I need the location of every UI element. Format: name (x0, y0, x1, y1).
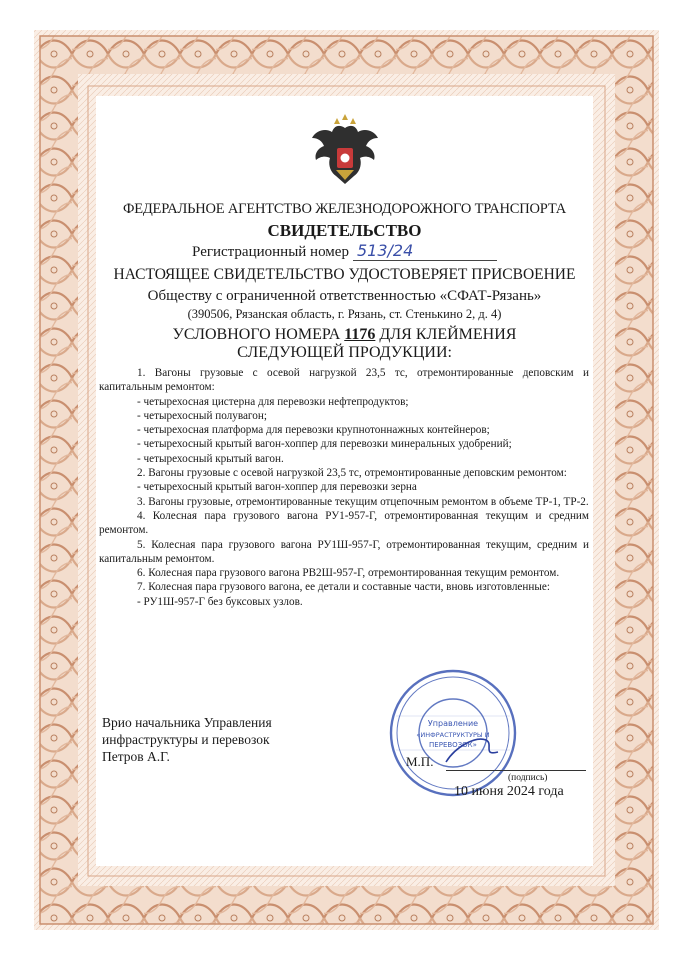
list-item: 4. Колесная пара грузового вагона РУ1-957-Г, отремонтированная текущим и средним ремонтом. (99, 509, 589, 537)
seal-label: М.П. (406, 754, 434, 769)
cond-pre: УСЛОВНОГО НОМЕРА (172, 326, 341, 343)
company-address: (390506, Рязанская область, г. Рязань, ст. Стенькино 2, д. 4) (187, 307, 502, 321)
certificate-content (96, 96, 593, 866)
agency-name: ФЕДЕРАЛЬНОЕ АГЕНТСТВО ЖЕЛЕЗНОДОРОЖНОГО ТРАНСПОРТА (122, 201, 567, 217)
list-item: - четырехосная цистерна для перевозки нефтепродуктов; (137, 395, 409, 408)
signatory-position-1: Врио начальника Управления (102, 715, 272, 730)
conditional-number-block (96, 326, 593, 362)
signature-caption: (подпись) (508, 773, 548, 783)
signature-line (446, 770, 586, 771)
list-item: - четырехосный крытый вагон-хоппер для перевозки зерна (137, 481, 417, 494)
list-item: - четырехосная платформа для перевозки крупнотоннажных контейнеров; (137, 424, 490, 437)
signatory-block (102, 714, 272, 765)
list-item: - РУ1Ш-957-Г без буксовых узлов. (137, 595, 303, 608)
signatory-position-2: инфраструктуры и перевозок (102, 732, 270, 747)
list-item: 3. Вагоны грузовые, отремонтированные текущим отцепочным ремонтом в объеме ТР-1, ТР-2. (137, 495, 589, 508)
registration-number: 513/24 (353, 241, 497, 261)
company-name: Обществу с ограниченной ответственностью «СФАТ-Рязань» (147, 288, 542, 304)
issue-date: 10 июня 2024 года (454, 784, 564, 799)
list-item: 2. Вагоны грузовые с осевой нагрузкой 23,5 тс, отремонтированные деповским ремонтом: (137, 467, 567, 480)
stamp-text-1: Управление (427, 719, 479, 728)
registration-line (96, 241, 593, 261)
stamp-text-2: «ИНФРАСТРУКТУРЫ И (416, 731, 490, 739)
double-headed-eagle-emblem (304, 114, 386, 196)
list-item: 7. Колесная пара грузового вагона, ее детали и составные части, вновь изготовленные: (137, 581, 550, 594)
list-item: - четырехосный крытый вагон. (137, 452, 284, 465)
conditional-number: 1176 (344, 326, 376, 343)
signatory-name: Петров А.Г. (102, 749, 170, 764)
list-item: 5. Колесная пара грузового вагона РУ1Ш-957-Г, отремонтированная текущим, средним и капитальным ремонтом. (99, 538, 589, 565)
attest-line: НАСТОЯЩЕЕ СВИДЕТЕЛЬСТВО УДОСТОВЕРЯЕТ ПРИСВОЕНИЕ (113, 266, 576, 283)
document-title: СВИДЕТЕЛЬСТВО (267, 221, 422, 240)
stamp-text-3: ПЕРЕВОЗОК» (429, 741, 477, 749)
product-list (99, 366, 589, 609)
list-item: - четырехосный крытый вагон-хоппер для перевозки минеральных удобрений; (137, 438, 512, 451)
cond-line2: СЛЕДУЮЩЕЙ ПРОДУКЦИИ: (237, 344, 452, 361)
list-item: 6. Колесная пара грузового вагона РВ2Ш-957-Г, отремонтированная текущим ремонтом. (137, 567, 560, 580)
list-item: - четырехосный полувагон; (137, 409, 267, 422)
list-item: 1. Вагоны грузовые с осевой нагрузкой 23,5 тс, отремонтированные деповским и капитальным ремонтом: (99, 367, 589, 394)
official-stamp (386, 666, 520, 800)
registration-label: Регистрационный номер (192, 244, 349, 260)
cond-post: ДЛЯ КЛЕЙМЕНИЯ (379, 326, 517, 343)
